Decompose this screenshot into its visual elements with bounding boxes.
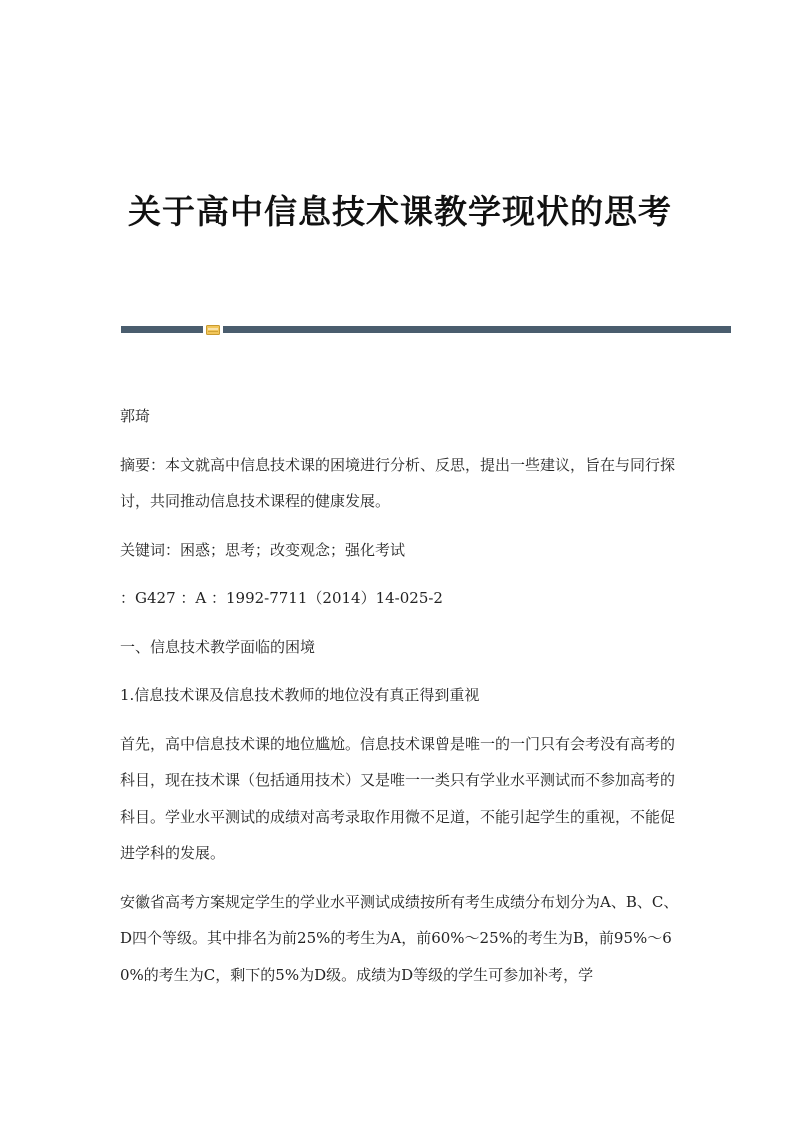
document-title: 关于高中信息技术课教学现状的思考: [128, 192, 672, 231]
divider-bar-right: [223, 326, 731, 333]
author-name: 郭琦: [120, 407, 151, 425]
title-divider: [121, 326, 731, 334]
subsection-heading: 1.信息技术课及信息技术教师的地位没有真正得到重视: [120, 686, 480, 704]
section-heading: 一、信息技术教学面临的困境: [120, 637, 316, 656]
document-body: [120, 398, 680, 1005]
body-paragraph: 安徽省高考方案规定学生的学业水平测试成绩按所有考生成绩分布划分为A、B、C、D四个等级。其中排名为前25%的考生为A，前60%～25%的考生为B，前95%～60%的考生为C，剩下的5%为D级。成绩为D等级的学生可参加补考，学: [120, 892, 679, 984]
divider-bar-left: [121, 326, 203, 333]
book-ornament-icon: [206, 325, 220, 335]
classification-info: ：G427 ：A ：1992-7711（2014）14-025-2: [120, 589, 443, 607]
abstract: 摘要：本文就高中信息技术课的困境进行分析、反思，提出一些建议，旨在与同行探讨，共同推动信息技术课程的健康发展。: [120, 455, 676, 510]
body-paragraph: 首先，高中信息技术课的地位尴尬。信息技术课曾是唯一的一门只有会考没有高考的科目，现在技术课（包括通用技术）又是唯一一类只有学业水平测试而不参加高考的科目。学业水平测试的成绩对高考录取作用微不足道，不能引起学生的重视，不能促进学科的发展。: [120, 734, 676, 862]
keywords: 关键词：困惑；思考；改变观念；强化考试: [120, 540, 406, 559]
